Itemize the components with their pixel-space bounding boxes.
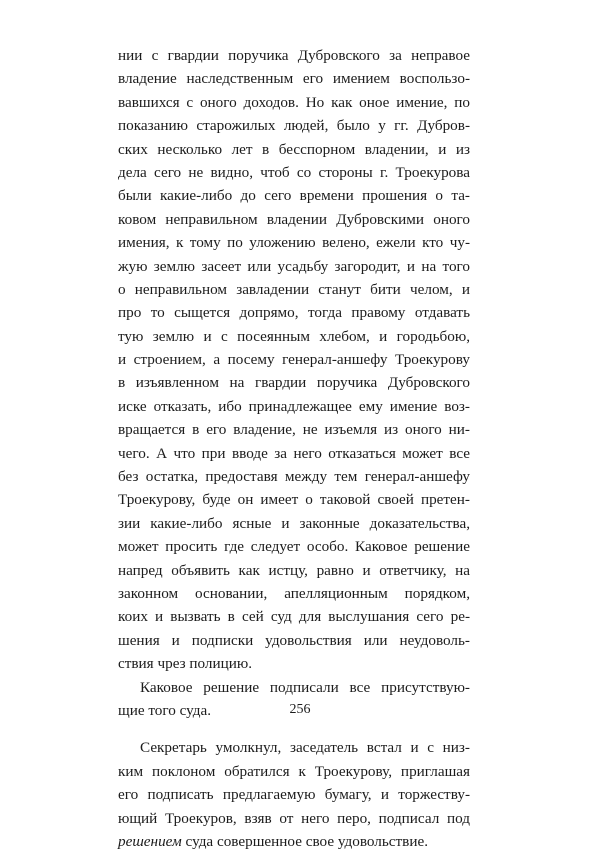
text-line: владение наследственным его имением воспользо- [118,70,470,88]
text-line: может просить где следует особо. Каковое решение [118,538,470,556]
text-line: Троекурову, буде он имеет о таковой своей претен- [118,491,470,509]
text-line: коих и вызвать в сей суд для выслушания сего ре- [118,608,470,626]
text-line: о неправильном завладении станут бити челом, и [118,280,470,298]
text-line: иске отказать, ибо принадлежащее ему имение воз- [118,397,470,415]
italic-word: решением [118,832,182,850]
text-line: дела сего не видно, чтоб со стороны г. Троекурова [118,163,470,181]
text-line: ким поклоном обратился к Троекурову, приглашая [118,762,470,780]
text-line: имения, к тому по уложению велено, ежели кто чу- [118,234,470,252]
text-line: ющий Троекуров, взяв от него перо, подписал под [118,809,470,827]
text-line: вавшихся с оного доходов. Но как оное имение, по [118,93,470,111]
text-line: зии какие-либо ясные и законные доказательства, [118,514,470,532]
text-line: показанию старожилых людей, было у гг. Дубров- [118,117,470,135]
text-line-final [118,830,470,853]
text-line: ских несколько лет в бесспорном владении, и из [118,140,470,158]
text-line: Секретарь умолкнул, заседатель встал и с низ- [140,739,470,757]
text-line: чего. А что при вводе за него отказаться может все [118,444,470,462]
text-line: были какие-либо до сего времени прошения о та- [118,187,470,205]
text-line: ствия чрез полицию. [118,655,253,673]
body-text [118,44,470,853]
text-line: шения и подписки удовольствия или неудоволь- [118,631,470,649]
text-line: напред объявить как истцу, равно и ответчику, на [118,561,470,579]
text-line: про то сыщется допрямо, тогда правому отдавать [118,304,470,322]
text-line: вращается в его владение, не изъемля из оного ни- [118,421,470,439]
text-line: Каковое решение подписали все присутствую- [140,678,470,696]
text-line: законном основании, апелляционным порядком, [118,584,470,602]
page-number: 256 [289,702,311,717]
text-line: и строением, а посему генерал-аншефу Троекурову [118,351,470,369]
paragraph-gap [118,722,470,736]
text-line: ковом неправильном владении Дубровскими оного [118,210,470,228]
text-line: щие того суда. [118,701,212,719]
paragraph-court-decision [118,44,470,676]
paragraph-secretary [118,736,470,853]
text-line: без остатка, предоставя между тем генерал-аншефу [118,468,470,486]
text-line: нии с гвардии поручика Дубровского за неправое [118,47,470,64]
text-run: суда совершенное свое удовольствие. [181,832,428,850]
text-line: в изъявленном на гвардии поручика Дубровского [118,374,470,392]
text-line: тую землю и с посеянным хлебом, и городьбою, [118,327,470,345]
text-line: его подписать предлагаемую бумагу, и торжеству- [118,786,470,804]
text-line: жую землю засеет или усадьбу загородит, и на того [118,257,470,275]
